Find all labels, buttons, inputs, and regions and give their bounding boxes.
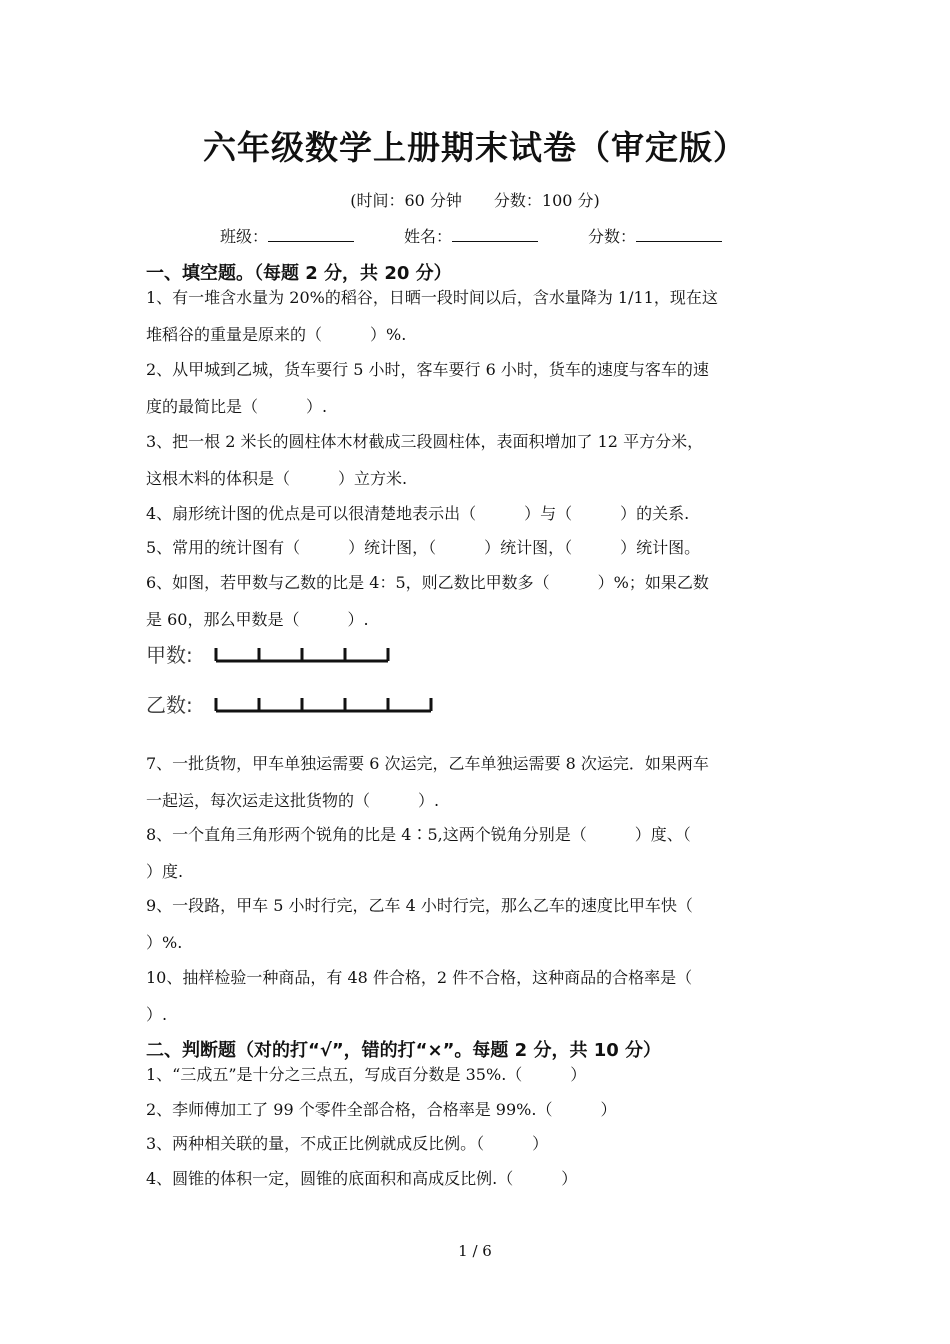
q5-line: 5、常用的统计图有（ ）统计图，（ ）统计图，（ ）统计图。 [146, 538, 701, 557]
section1-heading: 一、填空题。（每题 2 分，共 20 分） [146, 263, 452, 284]
q4-line: 4、扇形统计图的优点是可以很清楚地表示出（ ）与（ ）的关系. [146, 504, 690, 523]
page-title: 六年级数学上册期末试卷（审定版） [203, 128, 747, 167]
q3-line1: 3、把一根 2 米长的圆柱体木材截成三段圆柱体，表面积增加了 12 平方分米， [146, 432, 704, 451]
tf3-line: 3、两种相关联的量，不成正比例就成反比例。（ ） [146, 1134, 549, 1153]
q2-line2: 度的最简比是（ ）. [146, 397, 328, 416]
name-blank[interactable] [452, 227, 538, 242]
q9-line1: 9、一段路，甲车 5 小时行完，乙车 4 小时行完，那么乙车的速度比甲车快（ [146, 896, 693, 915]
section2-heading: 二、判断题（对的打“√”，错的打“×”。每题 2 分，共 10 分） [146, 1040, 662, 1061]
class-label: 班级： [220, 227, 269, 246]
name-label: 姓名： [404, 227, 453, 246]
bar-a [216, 648, 388, 661]
q1-line2: 堆稻谷的重量是原来的（ ）%. [146, 325, 407, 344]
q7-line1: 7、一批货物，甲车单独运需要 6 次运完，乙车单独运需要 8 次运完．如果两车 [146, 754, 709, 773]
q7-line2: 一起运，每次运走这批货物的（ ）. [146, 791, 440, 810]
class-blank[interactable] [268, 227, 354, 242]
tf4-line: 4、圆锥的体积一定，圆锥的底面积和高成反比例.（ ） [146, 1169, 578, 1188]
page-number: 1 / 6 [458, 1242, 492, 1260]
q6-line1: 6、如图，若甲数与乙数的比是 4：5，则乙数比甲数多（ ）%；如果乙数 [146, 573, 709, 592]
q9-line2: ）%. [146, 933, 183, 952]
bar-b [216, 698, 431, 711]
q3-line2: 这根木料的体积是（ ）立方米. [146, 469, 408, 488]
q1-line1: 1、有一堆含水量为 20%的稻谷，日晒一段时间以后，含水量降为 1/11，现在这 [146, 288, 718, 307]
q8-line1: 8、一个直角三角形两个锐角的比是 4∶5,这两个锐角分别是（ ）度、（ [146, 825, 691, 844]
q10-line2: ）. [146, 1005, 168, 1024]
score-label: 分数： [588, 227, 637, 246]
student-fields [220, 224, 772, 247]
q6-line2: 是 60，那么甲数是（ ）. [146, 610, 369, 629]
exam-meta: (时间：60 分钟 分数：100 分) [350, 191, 600, 210]
ratio-figure [146, 636, 446, 726]
q10-line1: 10、抽样检验一种商品，有 48 件合格，2 件不合格，这种商品的合格率是（ [146, 968, 693, 987]
tf2-line: 2、李师傅加工了 99 个零件全部合格，合格率是 99%.（ ） [146, 1100, 617, 1119]
label-b: 乙数: [146, 693, 193, 717]
score-blank[interactable] [636, 227, 722, 242]
q8-line2: ）度. [146, 862, 184, 881]
label-a: 甲数: [146, 643, 193, 667]
q2-line1: 2、从甲城到乙城，货车要行 5 小时，客车要行 6 小时，货车的速度与客车的速 [146, 360, 709, 379]
tf1-line: 1、“三成五”是十分之三点五，写成百分数是 35%.（ ） [146, 1065, 587, 1084]
